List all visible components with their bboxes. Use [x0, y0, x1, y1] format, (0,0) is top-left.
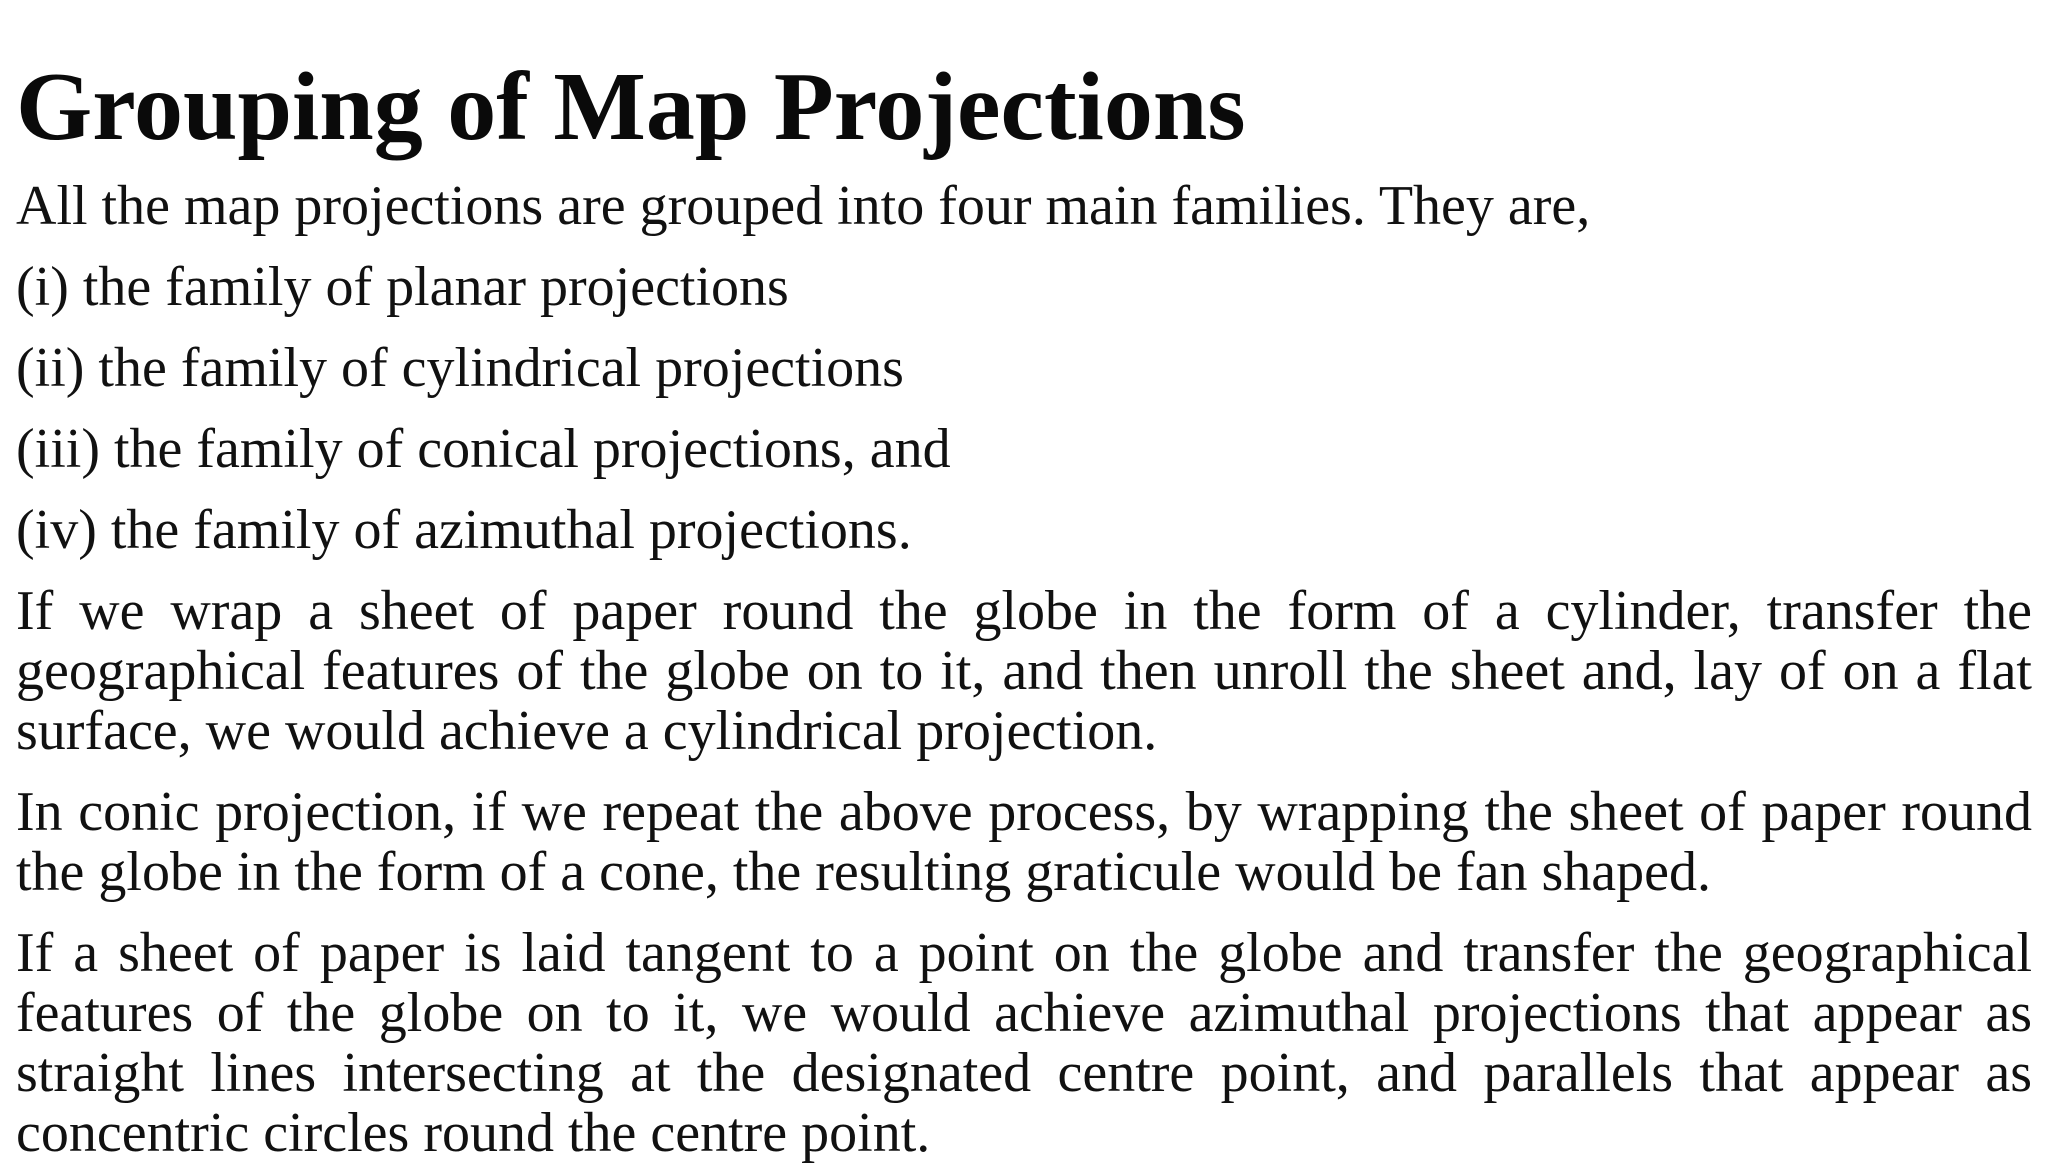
family-item-cylindrical: (ii) the family of cylindrical projections — [16, 337, 904, 399]
paragraph-cylindrical: If we wrap a sheet of paper round the globe in the form of a cylinder, transfer the geographical features of the globe on to it, and then unroll the sheet and, lay of on a flat surface, we would achieve a cylindrical projection. — [16, 580, 2032, 762]
family-item-planar: (i) the family of planar projections — [16, 256, 789, 318]
page-title: Grouping of Map Projections — [16, 53, 1246, 161]
document-page — [16, 0, 2032, 1163]
intro-text: All the map projections are grouped into four main families. They are, — [16, 175, 1591, 237]
paragraph-azimuthal: If a sheet of paper is laid tangent to a point on the globe and transfer the geographical features of the globe on to it, we would achieve azimuthal projections that appear as straight lines intersecting at the designated centre point, and parallels that appear as concentric circles round the centre point. — [16, 922, 2032, 1164]
family-item-conical: (iii) the family of conical projections, and — [16, 418, 951, 480]
paragraph-conic: In conic projection, if we repeat the above process, by wrapping the sheet of paper round the globe in the form of a cone, the resulting graticule would be fan shaped. — [16, 781, 2032, 903]
family-item-azimuthal: (iv) the family of azimuthal projections. — [16, 499, 912, 561]
